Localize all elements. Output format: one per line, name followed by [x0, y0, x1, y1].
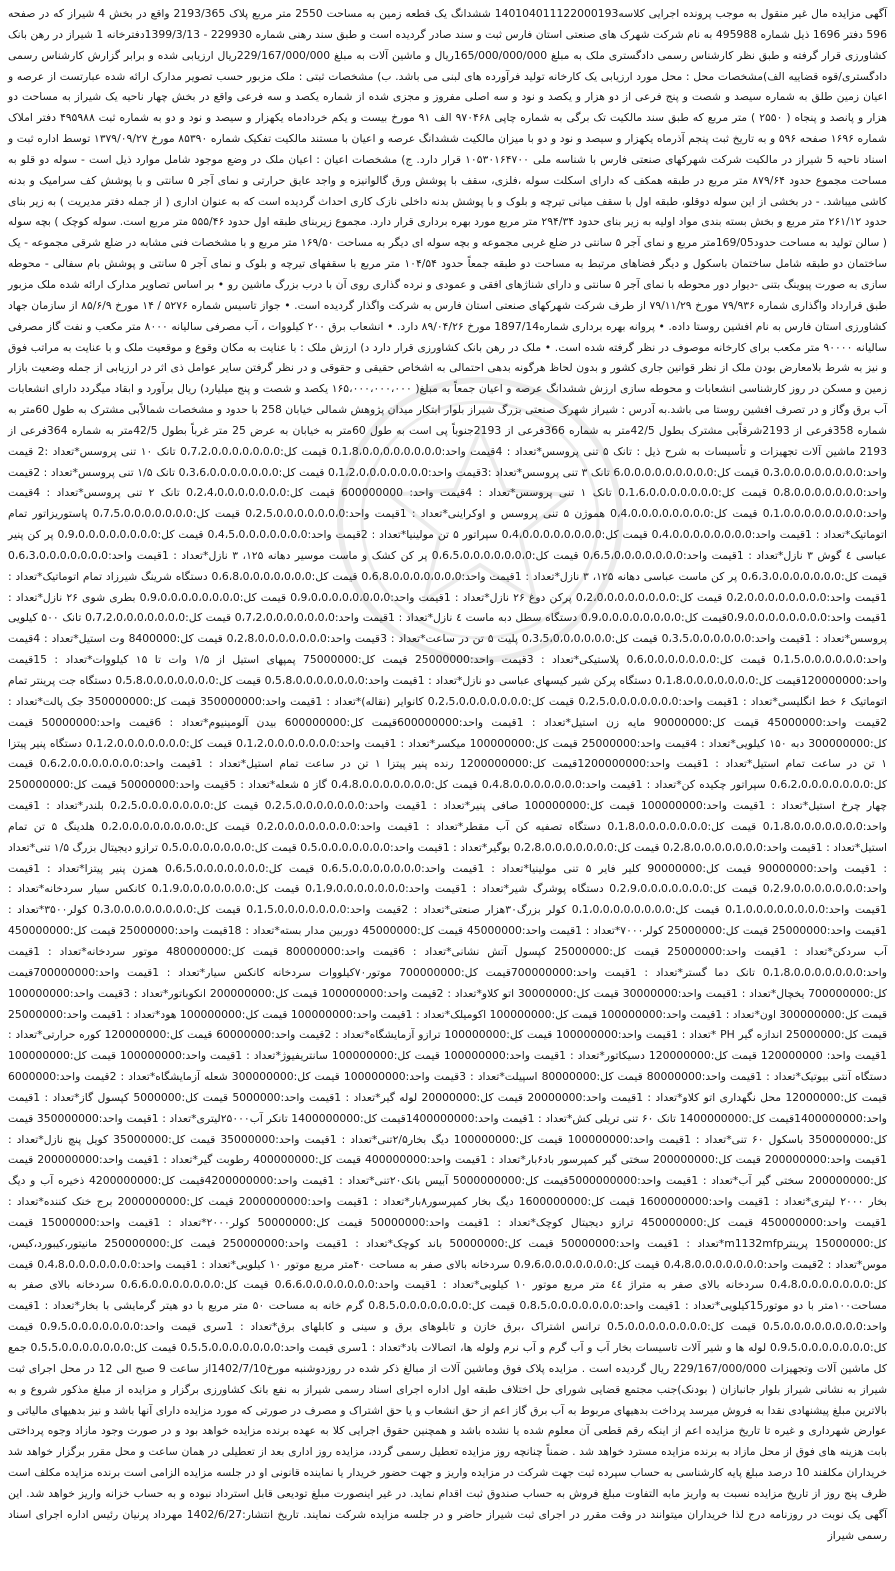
notice-body-text: آگهی مزایده مال غیر منقول به موجب پرونده اجرایی کلاسه140104011122000193 ششدانگ یک قطعه زمین به مساحت 2550 متر مربع پلاک 2193/365 واقع در بخش 4 شیراز که در صفحه 596 دفتر 1696 ذیل شماره 495988 به نام شرکت شهرک های صنعتی استان فارس ثبت و سند صادر گردیده است و طبق سند رهنی شماره 229930 - 1399/3/13دفترخانه 1 شیراز در رهن بانک کشاورزی قرار گرفته و طبق نظر کارشناس رسمی دادگستری ملک به مبلغ 165/000/000/000ریال و ماشین آلات به مبلغ 229/167/000/000ریال ارزیابی شده و برابر گزارش کارشناس رسمی دادگستری/قوه قضاییه الف)مشخصات محل : محل مورد ارزیابی یک کارخانه تولید فرآورده های لبنی می باشد. ب) مشخصات ثبتی : ملک مزبور حسب تصویر مدارک ارائه شده عبارتست از عرصه و اعیان زمین طلق به شماره سیصد و شصت و پنج فرعی از دو هزار و یکصد و نود و سه اصلی مفروز و مجزی شده از شماره یکصد و سه فرعی واقع در بخش چهار ناحیه یک شیراز به مساحت دو هزار و پانصد و پنجاه ( ۲۵۵۰ ) متر مربع که طبق سند مالکیت تک برگی به شماره چاپی ۹۷۰۴۶۸ الف ۹۱ مورخ بیست و یکم خردادماه یکهزار و سیصد و نود و دو به شماره ثبت ۴۹۵۹۸۸ دفتر املاک شماره ۱۶۹۶ صفحه ۵۹۶ و به تاریخ ثبت پنجم آذرماه یکهزار و سیصد و نود و دو با میزان مالکیت ششدانگ عرصه و اعیان با مستند مالکیت تفکیک شماره ۸۵۳۹۰ مورخ ۱۳۷۹/۰۹/۲۷ توسط اداره ثبت و اسناد ناحیه 5 شیراز در مالکیت شرکت شهرکهای صنعتی فارس با شناسه ملی ۱۰۵۳۰۱۶۴۷۰۰ قرار دارد. ج) مشخصات اعیان : اعیان ملک در وضع موجود شامل موارد ذیل است - سوله دو قلو به مساحت مجموع حدود ۸۷۹/۶۴ متر مربع در طبقه همکف که دارای اسکلت سوله ،فلزی، سقف با پوشش ورق گالوانیزه و واجد عایق حرارتی و نمای آجر ۵ سانتی و با پوشش کف سرامیک و بدنه کاشی میباشد. - در بخشی از این سوله دوقلو، طبقه اول با سقف میانی تیرچه و بلوک و با پوشش بدنه داخلی نازک کاری احداث گردیده است که به عنوان اداری ( از جمله دفتر مدیریت ) به زیر بنای حدود ۲۶۱/۱۲ متر مربع و بخش بسته بندی مواد اولیه به زیر بنای حدود ۲۹۴/۳۴ متر مربع مورد بهره برداری قرار دارد. مجموع زیربنای طبقه اول حدود ۵۵۵/۴۶ متر مربع است. سوله کوچک ) بچه سوله ( سالن تولید به مساحت حدود169/05متر مربع و نمای آجر ۵ سانتی در ضلع غربی مجموعه و بچه سوله ای دیگر به مساحت ۱۶۹/۵۰ متر مربع و با مشخصات فنی مشابه در ضلع شرقی مجموعه - یک ساختمان دو طبقه شامل ساختمان باسکول و دیگر فضاهای مرتبط به مساحت دو طبقه جمعاً حدود ۱۰۴/۵۴ متر مربع با سقفهای تیرچه و بلوک و نمای آجر ۵ سانتی و پوشش بام سفالی - محوطه سازی به صورت پیوینگ بتنی -دیوار دور محوطه با نمای آجر ۵ سانتی و دارای شناژهای افقی و عمودی و نرده گذاری روی آن با درب بزرگ ماشین رو • بر اساس تصاویر مدارک ارائه شده ملک مزبور طبق قرارداد واگذاری شماره ۷۹/۹۳۶ مورخ ۷۹/۱۱/۲۹ از طرف شرکت شهرکهای صنعتی استان فارس به شرکت واگذار گردیده است. • جواز تاسیس شماره ۵۲۷۶ / ۱۴ مورخ ۸۵/۶/۹ از سازمان جهاد کشاورزی استان فارس به نام افشین روستا داده. • پروانه بهره برداری شماره1897/14 مورخ ۸۹/۰۴/۲۶ دارد. • انشعاب برق ۲۰۰ کیلووات ، آب مصرفی سالیانه ۸۰۰۰ متر مکعب و نفت گاز مصرفی سالیانه ۹۰۰۰۰ متر مکعب برای کارخانه موصوف در نظر گرفته شده است. • ملک در رهن بانک کشاورزی قرار دارد د) ارزش ملک : با عنایت به مکان وقوع و موقعیت ملک و با عنایت به مراتب فوق و نیز به شرط بلامعارض بودن ملک از نظر قوانین جاری کشور و بدون لحاظ هرگونه بدهی احتمالی به اشخاص حقیقی و حقوقی و در نظر گرفتن سایر عوامل ذی اثر در ارزیابی از جمله وضعیت بازار زمین و مسکن در روز کارشناسی انشعابات و محوطه سازی ارزش ششدانگ عرصه و اعیان جمعاً به مبلغ( ۱۶۵،۰۰۰،۰۰۰،۰۰۰ یکصد و شصت و پنج میلیارد) ریال برآورد و ابقاد میگردد دارای انشعابات آب برق وگاز و در تصرف افشین روستا می باشد.به آدرس : شیراز شهرک صنعتی بزرگ شیراز بلوار ابتکار میدان پژوهش شمالی خیابان 258 با حدود و مشخصات شمالاًبی مشترک به طول 60متر به شماره 358فرعی از 2193شرقاًبی مشترک بطول 42/5متر به شماره 366فرعی از 2193جنوباً پی است به طول 60متر به خیابان به عرض 25 متر غرباً بطول 42/5متر به شماره 364فرعی از 2193 ماشین آلات تجهیزات و تأسیسات به شرح ذیل : تانک ۵ تنی پروسس*تعداد : 4قیمت واحد:0،1،8،0،0،0،0،0،0،0،0 قیمت کل:0،7،2،0،0،0،0،0،0،0 تانک ۱۰ تنی پروسس*تعداد :2 قیمت واحد:0،3،0،0،0،0،0،0،0،0 قیمت کل:6،0،0،0،0،0،0،0،0،0 تانک ۳ تنی پروسس*تعداد :3قیمت واحد:0،1،2،0،0،0،0،0،0،0 قیمت کل:0،3،6،0،0،0،0،0،0،0 تانک ۱/۵ تنی پروسس*تعداد : 2قیمت واحد:0،8،0،0،0،0،0،0،0 قیمت کل:0،1،6،0،0،0،0،0،0،0 تانک ۱ تنی پروسس*تعداد : 4قیمت واحد: 600000000 قیمت کل:0،2،4،0،0،0،0،0،0،0 تانک ۲ تنی پروسس*تعداد : 4قیمت واحد:0،1،0،0،0،0،0،0،0،0 قیمت کل:0،4،0،0،0،0،0،0،0،0 هموژن ۵ تنی پروسس و اوکراینی*تعداد : 1قیمت واحد:0،2،5،0،0،0،0،0،0،0 قیمت کل:0،7،5،0،0،0،0،0،0،0 پاستوریزاتور تمام اتوماتیک*تعداد : 1قیمت واحد:0،4،0،0،0،0،0،0،0،0 قیمت کل:0،4،0،0،0،0،0،0،0،0 سپراتور ۵ تن مولینیا*تعداد : 2قیمت واحد:0،4،5،0،0،0،0،0،0،0 قیمت کل:0،9،0،0،0،0،0،0،0،0 پر کن پنیر عباسی ٤ گوش ۳ نازل*تعداد : 1قیمت واحد:0،6،5،0،0،0،0،0،0،0 قیمت کل:0،6،5،0،0،0،0،0،0،0 پر کن کشک و ماست موسیر دهانه ۱۲۵، ۳ نازل*تعداد : 1قیمت واحد:0،6،3،0،0،0،0،0،0،0 قیمت کل:0،6،3،0،0،0،0،0،0،0 پر کن ماست عباسی دهانه ۱۲۵، ۳ نازل*تعداد : 1قیمت واحد:0،6،8،0،0،0،0،0،0،0 قیمت کل:0،6،8،0،0،0،0،0،0،0 دستگاه شرینگ شیرزاد تمام اتوماتیک*تعداد : 1قیمت واحد:0،2،0،0،0،0،0،0،0،0 قیمت کل:0،2،0،0،0،0،0،0،0،0 پرکن دوغ ۲۶ نازل*تعداد : 1قیمت واحد:0،9،0،0،0،0،0،0،0،0 قیمت کل:0،9،0،0،0،0،0،0،0،0 بطری شوی ۲۶ نازل*تعداد : 1قیمت واحد:0،9،0،0،0،0،0،0،0،0قیمت کل:0،9،0،0،0،0،0،0،0،0 دستگاه سطل دبه ماست ٤ نازل*تعداد : 1قیمت واحد:0،7،2،0،0،0،0،0،0،0 قیمت کل:0،7،2،0،0،0،0،0،0،0 تانک ۵۰۰ کیلویی پروسس*تعداد : 1قیمت واحد:0،3،5،0،0،0،0،0،0 قیمت کل:0،3،5،0،0،0،0،0،0 پلیت ۵ تن در ساعت*تعداد : 3قیمت واحد:0،2،8،0،0،0،0،0،0،0 قیمت کل:8400000 وت استیل*تعداد : 4قیمت واحد:0،1،5،0،0،0،0،0،0 قیمت کل:0،6،0،0،0،0،0،0،0 پلاستیکی*تعداد : 3قیمت واحد:25000000 قیمت کل:75000000 پمپهای استیل از ۱/۵ وات تا ۱۵ کیلووات*تعداد : 15قیمت واحد:120000000قیمت کل:0،1،8،0،0،0،0،0،0،0 دستگاه پرکن شیر کیسهای عباسی دو نازل*تعداد : 1قیمت واحد:0،5،8،0،0،0،0،0،0،0 قیمت کل:0،5،8،0،0،0،0،0،0،0 دستگاه جت پرینتر تمام اتوماتیک ۶ خط انگلیسی*تعداد : 1قیمت واحد:0،2،5،0،0،0،0،0،0،0 قیمت کل:0،2،5،0،0،0،0،0،0،0 کانوایر (نقاله)*تعداد : 1قیمت واحد:350000000 قیمت کل:350000000 جک پالت*تعداد : 2قیمت واحد:45000000 قیمت کل:90000000 مایه زن استیل*تعداد : 1قیمت واحد:600000000قیمت کل:600000000 بیدن آلومینیوم*تعداد : 6قیمت واحد:50000000 قیمت کل:300000000 دبه ۱۵۰ کیلویی*تعداد : 4قیمت واحد:25000000 قیمت کل:100000000 میکسر*تعداد : 1قیمت واحد:0،1،2،0،0،0،0،0،0،0 قیمت کل:0،1،2،0،0،0،0،0،0،0 دستگاه پنیر پیتزا ۱ تن در ساعت تمام استیل*تعداد : 1قیمت واحد:1200000000قیمت کل:1200000000 رنده پنیر پیتزا ۱ تن در ساعت تمام استیل*تعداد : 1قیمت واحد:0،6،2،0،0،0،0،0،0،0 قیمت کل:0،6،2،0،0،0،0،0،0،0 سپراتور چکیده کن*تعداد : 1قیمت واحد:0،4،8،0،0،0،0،0،0،0 قیمت کل:0،4،8،0،0،0،0،0،0،0 گاز ۵ شعله*تعداد : 5قیمت واحد:50000000 قیمت کل:250000000 چهار چرخ استیل*تعداد : 1قیمت واحد:100000000 قیمت کل:100000000 صافی پنیر*تعداد : 1قیمت واحد:0،2،5،0،0،0،0،0،0،0 قیمت کل:0،2،5،0،0،0،0،0،0،0 بلندر*تعداد : 1قیمت واحد:0،1،8،0،0،0،0،0،0،0 قیمت کل:0،1،8،0،0،0،0،0،0،0 دستگاه تصفیه کن آب مقطر*تعداد : 1قیمت واحد:0،2،0،0،0،0،0،0،0،0 قیمت کل:0،2،0،0،0،0،0،0،0،0 هلدینگ ۵ تن تمام استیل*تعداد : 1قیمت واحد:0،2،8،0،0،0،0،0،0،0 قیمت کل:0،2،8،0،0،0،0،0،0،0 بوگیر*تعداد : 1قیمت واحد:0،5،0،0،0،0،0،0،0 قیمت کل:0،5،0،0،0،0،0،0،0 ترازو دیجیتال بزرگ ۱/۵ تنی*تعداد : 1قیمت واحد:90000000 قیمت کل:90000000 کلیر فایر ۵ تنی مولینیا*تعداد : 1قیمت واحد:0،6،5،0،0،0،0،0،0،0 قیمت کل:0،6،5،0،0،0،0،0،0،0 همزن پنیر پیتزا*تعداد : 1قیمت واحد:0،2،9،0،0،0،0،0،0،0 قیمت کل:0،2،9،0،0،0،0،0،0،0 دستگاه پوشرگ شیر*تعداد : 1قیمت واحد:0،1،9،0،0،0،0،0،0،0 قیمت کل:0،1،9،0،0،0،0،0،0،0 کانکس سیار سردخانه*تعداد : 1قیمت واحد:0،1،0،0،0،0،0،0،0،0 قیمت کل:0،1،0،0،0،0،0،0،0،0 کولر بزرگ۳۰هزار صنعتی*تعداد : 2قیمت واحد:0،1،5،0،0،0،0،0،0،0 قیمت کل:0،3،0،0،0،0،0،0،0،0 کولر۳۵۰۰*تعداد : 1قیمت واحد:25000000 قیمت کل:25000000 کولر۷۰۰۰*تعداد : 1قیمت واحد:45000000 قیمت کل:45000000 دوربین مدار بسته*تعداد : 18قیمت واحد:25000000 قیمت کل:450000000 آب سردکن*تعداد : 1قیمت واحد:25000000 قیمت کل:25000000 کپسول آتش نشانی*تعداد : 6قیمت واحد:80000000 قیمت کل:480000000 موتور سردخانه*تعداد : 1قیمت واحد:0،1،8،0،0،0،0،0،0،0 تانک دما گستر*تعداد : 1قیمت واحد:700000000قیمت کل:700000000 موتور۷۰کیلووات سردخانه کانکس سیار*تعداد : 1قیمت واحد:700000000قیمت کل:700000000 یخچال*تعداد : 1قیمت واحد:30000000 قیمت کل:30000000 اتو کلاو*تعداد : 2قیمت واحد:100000000 قیمت کل:200000000 انکوباتور*تعداد : 3قیمت واحد:100000000 قیمت کل:300000000 اون*تعداد : 1قیمت واحد:100000000 قیمت کل:100000000 اکومیلک*تعداد : 1قیمت واحد:100000000 قیمت کل:100000000 هود*تعداد : 1قیمت واحد:25000000 قیمت کل:25000000 اندازه گیر PH *تعداد : 1قیمت واحد:100000000 قیمت کل:100000000 ترازو آزمایشگاه*تعداد : 2قیمت واحد:60000000 قیمت کل:120000000 کوره حرارتی*تعداد : 1قیمت واحد: 120000000 قیمت کل:120000000 دسیکاتور*تعداد : 1قیمت واحد:100000000 قیمت کل:100000000 سانتریفیوژ*تعداد : 1قیمت واحد:100000000 قیمت کل:100000000 دستگاه آنتی بیوتیک*تعداد : 1قیمت واحد:80000000 قیمت کل:80000000 اسپیلت*تعداد : 3قیمت واحد:100000000 قیمت کل:300000000 شعله آزمایشگاه*تعداد : 2قیمت واحد:6000000 قیمت کل:12000000 محل نگهداری اتو کلاو*تعداد : 1قیمت واحد:20000000 قیمت کل:20000000 لوله گیر*تعداد : 1قیمت واحد:5000000 قیمت کل:5000000 کپسول گاز*تعداد : 1قیمت واحد:1400000000قیمت کل:1400000000 تانک ۶۰ تنی تریلی کش*تعداد : 1قیمت واحد:1400000000قیمت کل:1400000000 تانکر آب۲۵۰۰۰لیتری*تعداد : 1قیمت واحد:350000000 قیمت کل:350000000 باسکول ۶۰ تنی*تعداد : 1قیمت واحد:100000000 قیمت کل:100000000 دیگ بخار۲/۵تنی*تعداد : 1قیمت واحد:35000000 قیمت کل:35000000 کویل پنچ نازل*تعداد : 1قیمت واحد:200000000 قیمت کل:200000000 سختی گیر کمپرسور باد۶بار*تعداد : 1قیمت واحد:400000000 قیمت کل:400000000 رطوبت گیر*تعداد : 1قیمت واحد:200000000 قیمت کل:200000000 سختی گیر آب*تعداد : 1قیمت واحد:5000000000قیمت کل:5000000000 آبیس بانک۲۰تنی*تعداد : 1قیمت واحد:4200000000قیمت کل:4200000000 ذخیره آب و دیگ بخار ۲۰۰۰ لیتری*تعداد : 1قیمت واحد:1600000000 قیمت کل:1600000000 دیگ بخار کمپرسور۸بار*تعداد : 1قیمت واحد:2000000000 قیمت کل:2000000000 برج خنک کننده*تعداد : 1قیمت واحد:450000000 قیمت کل:450000000 ترازو دیجیتال کوچک*تعداد : 1قیمت واحد:50000000 قیمت کل:50000000 کولر۲۰۰۰*تعداد : 1قیمت واحد:15000000 قیمت کل:15000000 پرینترm1132mfp*تعداد : 1قیمت واحد:50000000 قیمت کل:50000000 باند کوچک*تعداد : 1قیمت واحد:250000000 قیمت کل:250000000 مانیتور،کیبورد،کیس، موس*تعداد : 2قیمت واحد:0،4،8،0،0،0،0،0،0،0 قیمت کل:0،9،6،0،0،0،0،0،0،0 سردخانه بالای صفر به مساحت ۴۰متر مربع موتور ۱۰ کیلویی*تعداد : 1قیمت واحد:0،4،8،0،0،0،0،0،0،0 قیمت کل:0،4،8،0،0،0،0،0،0،0 سردخانه بالای صفر به متراژ ٤٤ متر مربع موتور ۱۰ کیلویی*تعداد : 1قیمت واحد:0،6،6،0،0،0،0،0،0،0 قیمت کل:0،6،6،0،0،0،0،0،0،0 سردخانه بالای صفر به مساحت۱۰۰متر با دو موتور15کیلویی*تعداد : 1قیمت واحد:0،8،5،0،0،0،0،0،0،0 قیمت کل:0،8،5،0،0،0،0،0،0،0 گرم خانه به مساحت ۵۰ متر مربع با دو هیتر گرمایشی با بخار*تعداد : 1قیمت واحد:0،5،0،0،0،0،0،0،0،0 قیمت کل:0،5،0،0،0،0،0،0،0،0 ترانس اشتراک ،برق خازن و تابلوهای برق و سینی و کابلهای برق*تعداد : 1سری قیمت واحد:0،9،5،0،0،0،0،0،0،0 قیمت کل:0،9،5،0،0،0،0،0،0،0 لوله ها و شیر آلات تاسیسات بخار آب و آب گرم و آب نرم ولوله ها، اتصالات باد*تعداد : 1سری قیمت واحد:0،5،5،0،0،0،0،0،0،0 قیمت کل:0،5،5،0،0،0،0،0،0،0 جمع کل ماشین آلات وتجهیزات 229/167/000/000 ریال گردیده است . مزایده پلاک فوق وماشین آلات از مبالغ ذکر شده در روزدوشنبه مورخ1402/7/10از ساعت 9 صبح الی 12 در محل اجرای ثبت شیراز به نشانی شیراز بلوار جانبازان ( بودنک)جنب مجتمع قضایی شورای حل اختلاف طبقه اول اداره اجرای اسناد رسمی شیراز به نفع بانک کشاورزی برگزار و مزایده از مبلغ مذکور شروع و به بالاترین مبلغ پیشنهادی نقدا به فروش میرسد پرداخت بدهیهای مربوط به آب برق گاز اعم از حق انشعاب و یا حق اشتراک و مصرف در صورتی که مورد مزایده دارای آنها باشد و نیز بدهیهای مالیاتی و عوارض شهرداری و غیره تا تاریخ مزایده اعم از اینکه رقم قطعی آن معلوم شده یا نشده باشد و همچنین حقوق اجرایی کلا به عهده برنده مزایده خواهد بود و در صورت وجود مازاد وجوه پرداختی بابت هزینه های فوق از محل مازاد به برنده مزایده مسترد خواهد شد . ضمناً چنانچه روز مزایده تعطیل رسمی گردد، مزایده روز اداری بعد از تعطیلی در همان ساعت و محل مقرر برگزار خواهد شد خریداران مکلفند 10 درصد مبلغ پایه کارشناسی به حساب سپرده ثبت جهت شرکت در مزایده واریز و جهت حضور خریدار یا نماینده قانونی او در جلسه مزایده الزامی است برنده مزایده مکلف است ظرف پنج روز از تاریخ مزایده نسبت به واریز مابه التفاوت مبلغ فروش به حساب صندوق ثبت اقدام نماید. در غیر اینصورت مبلغ تودیعی قابل استرداد نبوده و به حساب خزانه واریز خواهد شد. این آگهی یک نوبت در روزنامه درج لذا خریداران میتوانند در وقت مقرر در اجرای ثبت شیراز حاضر و در جلسه مزایده شرکت نمایند. تاریخ انتشار:1402/6/27 مهرداد پرنیان رئیس اداره اجرای اسناد رسمی شیراز	[8, 7, 888, 1542]
